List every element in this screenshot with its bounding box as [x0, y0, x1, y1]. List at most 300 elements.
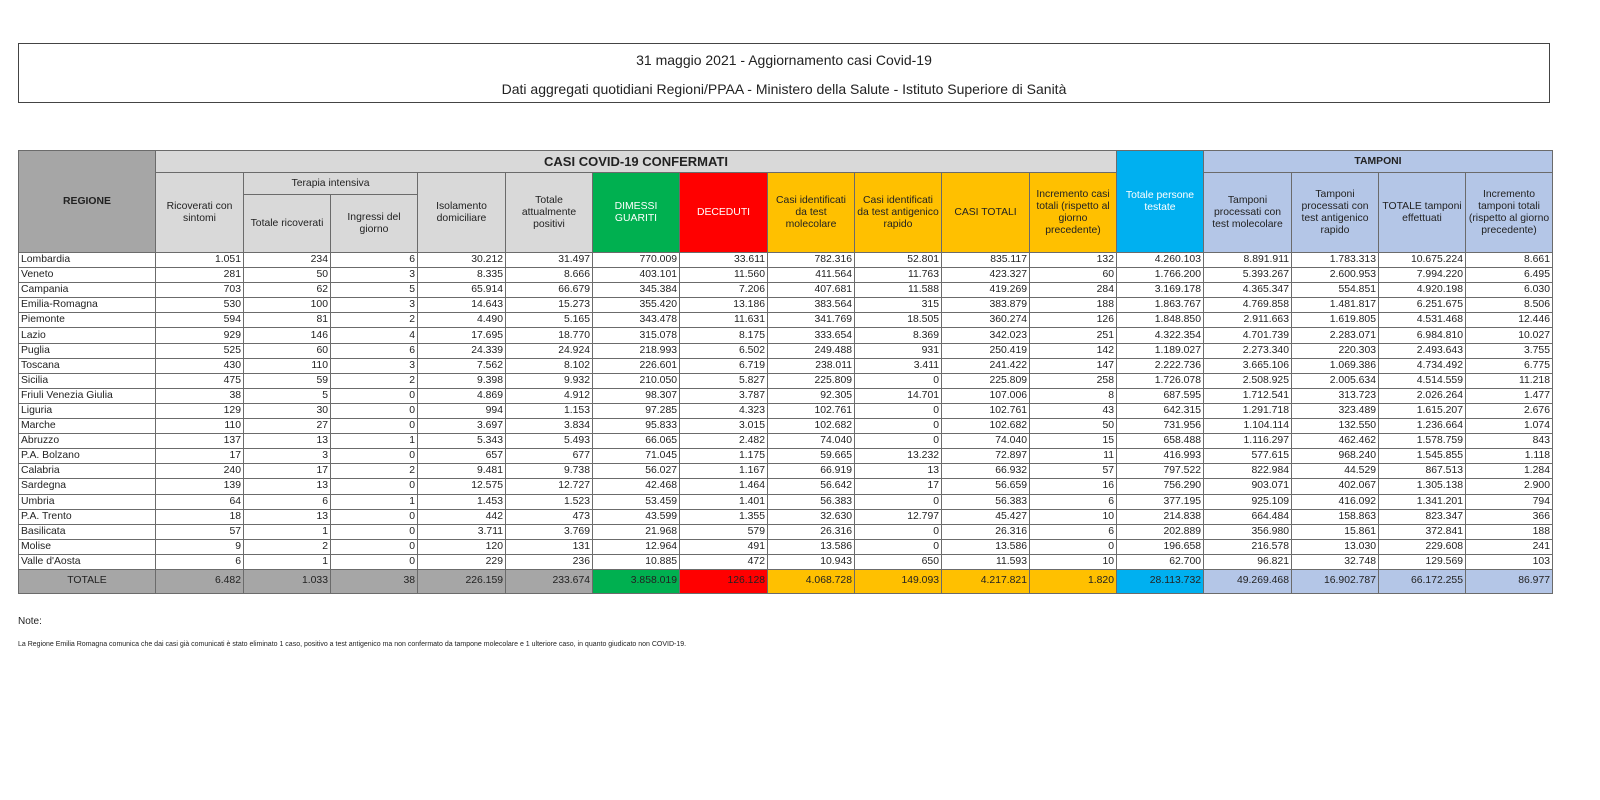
table-cell: 18.770	[506, 328, 593, 343]
table-cell: 59.665	[768, 449, 855, 464]
table-cell: 202.889	[1117, 524, 1204, 539]
table-cell: 473	[506, 509, 593, 524]
table-cell: 6	[156, 554, 244, 569]
table-cell: 10.027	[1466, 328, 1553, 343]
table-cell: 4.701.739	[1204, 328, 1292, 343]
table-cell: 102.682	[942, 419, 1030, 434]
table-cell: 53.459	[593, 494, 680, 509]
table-cell: 129.569	[1379, 554, 1466, 569]
table-cell: 968.240	[1292, 449, 1379, 464]
table-cell: 11.218	[1466, 373, 1553, 388]
table-cell: 1	[244, 524, 331, 539]
table-cell: 250.419	[942, 343, 1030, 358]
table-cell: 129	[156, 403, 244, 418]
table-cell: 71.045	[593, 449, 680, 464]
table-cell: 416.993	[1117, 449, 1204, 464]
covid-data-table	[18, 150, 1553, 594]
table-cell: 342.023	[942, 328, 1030, 343]
table-cell: 226.601	[593, 358, 680, 373]
persone-testate-header: Totale persone testate	[1117, 151, 1204, 253]
table-cell: 216.578	[1204, 539, 1292, 554]
total-cell: 226.159	[418, 569, 506, 593]
casi-totali-header: CASI TOTALI	[942, 173, 1030, 253]
table-cell: 110	[244, 358, 331, 373]
table-cell: 462.462	[1292, 434, 1379, 449]
table-cell: 1.291.718	[1204, 403, 1292, 418]
region-name: Emilia-Romagna	[19, 298, 156, 313]
table-row	[19, 358, 1553, 373]
table-cell: 0	[331, 449, 418, 464]
table-cell: 146	[244, 328, 331, 343]
table-row	[19, 283, 1553, 298]
region-name: Marche	[19, 419, 156, 434]
table-cell: 17	[855, 479, 942, 494]
table-cell: 1.305.138	[1379, 479, 1466, 494]
table-cell: 3	[331, 298, 418, 313]
table-cell: 13.232	[855, 449, 942, 464]
table-cell: 6.251.675	[1379, 298, 1466, 313]
total-cell: 233.674	[506, 569, 593, 593]
table-cell: 0	[331, 419, 418, 434]
table-cell: 2.222.736	[1117, 358, 1204, 373]
table-cell: 10	[1030, 509, 1117, 524]
table-cell: 377.195	[1117, 494, 1204, 509]
table-row	[19, 419, 1553, 434]
table-cell: 65.914	[418, 283, 506, 298]
table-cell: 823.347	[1379, 509, 1466, 524]
table-cell: 8.175	[680, 328, 768, 343]
table-cell: 240	[156, 464, 244, 479]
table-cell: 0	[855, 403, 942, 418]
table-cell: 50	[1030, 419, 1117, 434]
table-cell: 11.631	[680, 313, 768, 328]
table-cell: 687.595	[1117, 388, 1204, 403]
table-cell: 0	[331, 554, 418, 569]
table-cell: 1.726.078	[1117, 373, 1204, 388]
table-cell: 1.783.313	[1292, 253, 1379, 268]
table-cell: 12.797	[855, 509, 942, 524]
table-cell: 315	[855, 298, 942, 313]
table-cell: 17	[156, 449, 244, 464]
table-cell: 403.101	[593, 268, 680, 283]
table-cell: 9	[156, 539, 244, 554]
table-cell: 323.489	[1292, 403, 1379, 418]
table-cell: 13.586	[768, 539, 855, 554]
table-cell: 229	[418, 554, 506, 569]
table-cell: 210.050	[593, 373, 680, 388]
table-cell: 867.513	[1379, 464, 1466, 479]
table-cell: 345.384	[593, 283, 680, 298]
table-cell: 10.675.224	[1379, 253, 1466, 268]
table-cell: 137	[156, 434, 244, 449]
table-cell: 3	[331, 358, 418, 373]
table-cell: 782.316	[768, 253, 855, 268]
table-cell: 5.343	[418, 434, 506, 449]
total-cell: 3.858.019	[593, 569, 680, 593]
table-cell: 12.964	[593, 539, 680, 554]
table-cell: 6	[244, 494, 331, 509]
table-cell: 703	[156, 283, 244, 298]
table-cell: 158.863	[1292, 509, 1379, 524]
molecolare-header: Casi identificati da test molecolare	[768, 173, 855, 253]
table-cell: 4.531.468	[1379, 313, 1466, 328]
table-cell: 430	[156, 358, 244, 373]
table-cell: 1.189.027	[1117, 343, 1204, 358]
table-cell: 2.273.340	[1204, 343, 1292, 358]
table-cell: 196.658	[1117, 539, 1204, 554]
table-cell: 0	[855, 494, 942, 509]
table-cell: 1	[331, 434, 418, 449]
table-cell: 2.676	[1466, 403, 1553, 418]
table-cell: 994	[418, 403, 506, 418]
table-cell: 341.769	[768, 313, 855, 328]
table-cell: 6.502	[680, 343, 768, 358]
table-cell: 110	[156, 419, 244, 434]
total-cell: 1.820	[1030, 569, 1117, 593]
table-cell: 1.766.200	[1117, 268, 1204, 283]
notes-text: La Regione Emilia Romagna comunica che dai casi già comunicati è stato eliminato 1 caso, positivo a test antigenico ma non confermato da tampone molecolare e 1 ulteriore caso, in quanto giudicato non COVID-19.	[18, 641, 687, 648]
table-cell: 120	[418, 539, 506, 554]
table-cell: 3	[331, 268, 418, 283]
table-cell: 56.642	[768, 479, 855, 494]
region-name: Friuli Venezia Giulia	[19, 388, 156, 403]
table-row	[19, 479, 1553, 494]
table-cell: 15	[1030, 434, 1117, 449]
table-cell: 1.051	[156, 253, 244, 268]
tamponi-molecolare-header: Tamponi processati con test molecolare	[1204, 173, 1292, 253]
table-cell: 6.495	[1466, 268, 1553, 283]
ti-totale-header: Totale ricoverati	[244, 195, 331, 253]
table-cell: 12.727	[506, 479, 593, 494]
table-cell: 13	[244, 509, 331, 524]
table-cell: 60	[244, 343, 331, 358]
table-cell: 225.809	[768, 373, 855, 388]
table-cell: 96.821	[1204, 554, 1292, 569]
table-row	[19, 388, 1553, 403]
table-cell: 7.562	[418, 358, 506, 373]
table-cell: 2.600.953	[1292, 268, 1379, 283]
table-cell: 4.869	[418, 388, 506, 403]
total-cell: 4.068.728	[768, 569, 855, 593]
table-cell: 903.071	[1204, 479, 1292, 494]
table-cell: 6	[1030, 524, 1117, 539]
table-cell: 188	[1030, 298, 1117, 313]
table-cell: 4.769.858	[1204, 298, 1292, 313]
tamponi-incremento-header: Incremento tamponi totali (rispetto al giorno precedente)	[1466, 173, 1553, 253]
table-cell: 475	[156, 373, 244, 388]
incremento-casi-header: Incremento casi totali (rispetto al giorno precedente)	[1030, 173, 1117, 253]
deceduti-header: DECEDUTI	[680, 173, 768, 253]
table-cell: 1.069.386	[1292, 358, 1379, 373]
table-cell: 797.522	[1117, 464, 1204, 479]
table-cell: 66.919	[768, 464, 855, 479]
table-cell: 17	[244, 464, 331, 479]
table-cell: 360.274	[942, 313, 1030, 328]
table-cell: 7.994.220	[1379, 268, 1466, 283]
table-cell: 56.659	[942, 479, 1030, 494]
table-cell: 0	[855, 434, 942, 449]
table-cell: 95.833	[593, 419, 680, 434]
table-cell: 14.643	[418, 298, 506, 313]
table-cell: 419.269	[942, 283, 1030, 298]
table-cell: 220.303	[1292, 343, 1379, 358]
table-cell: 1.175	[680, 449, 768, 464]
casi-confermati-header: CASI COVID-19 CONFERMATI	[156, 151, 1117, 173]
table-cell: 1.712.541	[1204, 388, 1292, 403]
table-row	[19, 313, 1553, 328]
table-cell: 333.654	[768, 328, 855, 343]
table-cell: 658.488	[1117, 434, 1204, 449]
table-cell: 2.283.071	[1292, 328, 1379, 343]
table-cell: 0	[1030, 539, 1117, 554]
region-name: Valle d'Aosta	[19, 554, 156, 569]
table-cell: 835.117	[942, 253, 1030, 268]
table-cell: 284	[1030, 283, 1117, 298]
table-cell: 1.236.664	[1379, 419, 1466, 434]
table-cell: 9.481	[418, 464, 506, 479]
table-cell: 30	[244, 403, 331, 418]
table-cell: 100	[244, 298, 331, 313]
table-cell: 281	[156, 268, 244, 283]
total-label: TOTALE	[19, 569, 156, 593]
table-cell: 13	[855, 464, 942, 479]
table-cell: 14.701	[855, 388, 942, 403]
region-name: Calabria	[19, 464, 156, 479]
table-cell: 6	[1030, 494, 1117, 509]
table-cell: 577.615	[1204, 449, 1292, 464]
table-cell: 229.608	[1379, 539, 1466, 554]
table-cell: 4.322.354	[1117, 328, 1204, 343]
total-cell: 126.128	[680, 569, 768, 593]
report-title: 31 maggio 2021 - Aggiornamento casi Covid-19	[636, 52, 932, 68]
region-name: Veneto	[19, 268, 156, 283]
table-cell: 8.666	[506, 268, 593, 283]
table-cell: 402.067	[1292, 479, 1379, 494]
table-cell: 416.092	[1292, 494, 1379, 509]
table-cell: 315.078	[593, 328, 680, 343]
table-cell: 3.697	[418, 419, 506, 434]
region-header: REGIONE	[19, 151, 156, 253]
table-cell: 64	[156, 494, 244, 509]
table-cell: 24.339	[418, 343, 506, 358]
table-cell: 44.529	[1292, 464, 1379, 479]
table-cell: 218.993	[593, 343, 680, 358]
region-name: Molise	[19, 539, 156, 554]
table-cell: 0	[855, 539, 942, 554]
table-cell: 103	[1466, 554, 1553, 569]
table-cell: 4.514.559	[1379, 373, 1466, 388]
total-cell: 86.977	[1466, 569, 1553, 593]
table-cell: 214.838	[1117, 509, 1204, 524]
table-cell: 3	[244, 449, 331, 464]
table-cell: 472	[680, 554, 768, 569]
table-cell: 11	[1030, 449, 1117, 464]
table-cell: 107.006	[942, 388, 1030, 403]
table-cell: 0	[855, 373, 942, 388]
table-cell: 4.490	[418, 313, 506, 328]
notes-label: Note:	[18, 616, 42, 627]
table-cell: 1.153	[506, 403, 593, 418]
table-cell: 355.420	[593, 298, 680, 313]
table-cell: 3.755	[1466, 343, 1553, 358]
table-cell: 1.453	[418, 494, 506, 509]
region-name: P.A. Bolzano	[19, 449, 156, 464]
table-cell: 132	[1030, 253, 1117, 268]
table-cell: 1.481.817	[1292, 298, 1379, 313]
table-cell: 3.411	[855, 358, 942, 373]
table-cell: 9.738	[506, 464, 593, 479]
table-cell: 60	[1030, 268, 1117, 283]
table-cell: 554.851	[1292, 283, 1379, 298]
table-row	[19, 539, 1553, 554]
region-name: Abruzzo	[19, 434, 156, 449]
table-cell: 1.341.201	[1379, 494, 1466, 509]
total-cell: 38	[331, 569, 418, 593]
table-cell: 102.761	[942, 403, 1030, 418]
table-cell: 1	[244, 554, 331, 569]
table-cell: 1.355	[680, 509, 768, 524]
table-cell: 97.285	[593, 403, 680, 418]
table-cell: 2.493.643	[1379, 343, 1466, 358]
table-row	[19, 554, 1553, 569]
table-cell: 241.422	[942, 358, 1030, 373]
table-cell: 234	[244, 253, 331, 268]
table-cell: 383.879	[942, 298, 1030, 313]
table-cell: 1.118	[1466, 449, 1553, 464]
table-cell: 0	[331, 388, 418, 403]
table-cell: 9.932	[506, 373, 593, 388]
table-cell: 17.695	[418, 328, 506, 343]
table-cell: 52.801	[855, 253, 942, 268]
table-cell: 594	[156, 313, 244, 328]
table-cell: 1.116.297	[1204, 434, 1292, 449]
table-cell: 31.497	[506, 253, 593, 268]
table-cell: 1.167	[680, 464, 768, 479]
table-cell: 66.065	[593, 434, 680, 449]
table-cell: 238.011	[768, 358, 855, 373]
table-cell: 32.748	[1292, 554, 1379, 569]
table-cell: 10.943	[768, 554, 855, 569]
table-cell: 1.848.850	[1117, 313, 1204, 328]
table-cell: 2.508.925	[1204, 373, 1292, 388]
table-cell: 6.719	[680, 358, 768, 373]
table-cell: 2	[244, 539, 331, 554]
table-cell: 5.393.267	[1204, 268, 1292, 283]
table-cell: 56.383	[768, 494, 855, 509]
table-cell: 423.327	[942, 268, 1030, 283]
table-cell: 57	[1030, 464, 1117, 479]
table-cell: 0	[855, 524, 942, 539]
table-cell: 98.307	[593, 388, 680, 403]
table-cell: 5	[331, 283, 418, 298]
region-name: Sicilia	[19, 373, 156, 388]
table-cell: 756.290	[1117, 479, 1204, 494]
ti-ingressi-header: Ingressi del giorno	[331, 195, 418, 253]
table-cell: 383.564	[768, 298, 855, 313]
table-cell: 2.482	[680, 434, 768, 449]
table-cell: 251	[1030, 328, 1117, 343]
table-row	[19, 524, 1553, 539]
table-cell: 407.681	[768, 283, 855, 298]
table-cell: 92.305	[768, 388, 855, 403]
table-cell: 642.315	[1117, 403, 1204, 418]
table-cell: 4.365.347	[1204, 283, 1292, 298]
table-cell: 27	[244, 419, 331, 434]
table-cell: 66.679	[506, 283, 593, 298]
table-cell: 225.809	[942, 373, 1030, 388]
table-cell: 13.030	[1292, 539, 1379, 554]
table-cell: 56.383	[942, 494, 1030, 509]
terapia-intensiva-header: Terapia intensiva	[244, 173, 418, 195]
total-cell: 4.217.821	[942, 569, 1030, 593]
dimessi-header: DIMESSI GUARITI	[593, 173, 680, 253]
table-cell: 1.104.114	[1204, 419, 1292, 434]
table-cell: 664.484	[1204, 509, 1292, 524]
table-cell: 1.284	[1466, 464, 1553, 479]
table-cell: 102.761	[768, 403, 855, 418]
table-cell: 18.505	[855, 313, 942, 328]
table-cell: 2.900	[1466, 479, 1553, 494]
table-cell: 4.734.492	[1379, 358, 1466, 373]
table-cell: 236	[506, 554, 593, 569]
table-cell: 6	[331, 343, 418, 358]
table-cell: 8.661	[1466, 253, 1553, 268]
table-cell: 1.464	[680, 479, 768, 494]
table-cell: 50	[244, 268, 331, 283]
table-cell: 2	[331, 373, 418, 388]
table-cell: 411.564	[768, 268, 855, 283]
table-cell: 8.369	[855, 328, 942, 343]
table-cell: 925.109	[1204, 494, 1292, 509]
table-cell: 62	[244, 283, 331, 298]
table-row	[19, 464, 1553, 479]
table-cell: 8.891.911	[1204, 253, 1292, 268]
table-cell: 0	[331, 524, 418, 539]
table-row	[19, 268, 1553, 283]
table-cell: 822.984	[1204, 464, 1292, 479]
table-cell: 313.723	[1292, 388, 1379, 403]
table-cell: 931	[855, 343, 942, 358]
table-cell: 530	[156, 298, 244, 313]
table-cell: 11.560	[680, 268, 768, 283]
region-name: Toscana	[19, 358, 156, 373]
table-cell: 770.009	[593, 253, 680, 268]
table-cell: 43	[1030, 403, 1117, 418]
table-cell: 72.897	[942, 449, 1030, 464]
table-cell: 249.488	[768, 343, 855, 358]
table-cell: 5.493	[506, 434, 593, 449]
table-cell: 3.015	[680, 419, 768, 434]
table-cell: 579	[680, 524, 768, 539]
table-cell: 2	[331, 464, 418, 479]
positivi-header: Totale attualmente positivi	[506, 173, 593, 253]
table-cell: 356.980	[1204, 524, 1292, 539]
table-row	[19, 328, 1553, 343]
table-cell: 366	[1466, 509, 1553, 524]
table-cell: 21.968	[593, 524, 680, 539]
table-cell: 13	[244, 434, 331, 449]
table-cell: 2.026.264	[1379, 388, 1466, 403]
table-cell: 18	[156, 509, 244, 524]
table-cell: 1.074	[1466, 419, 1553, 434]
table-cell: 26.316	[768, 524, 855, 539]
table-cell: 3.769	[506, 524, 593, 539]
region-name: Campania	[19, 283, 156, 298]
table-cell: 7.206	[680, 283, 768, 298]
table-cell: 139	[156, 479, 244, 494]
table-cell: 42.468	[593, 479, 680, 494]
report-subtitle: Dati aggregati quotidiani Regioni/PPAA - Ministero della Salute - Istituto Superiore di Sanità	[501, 81, 1067, 97]
